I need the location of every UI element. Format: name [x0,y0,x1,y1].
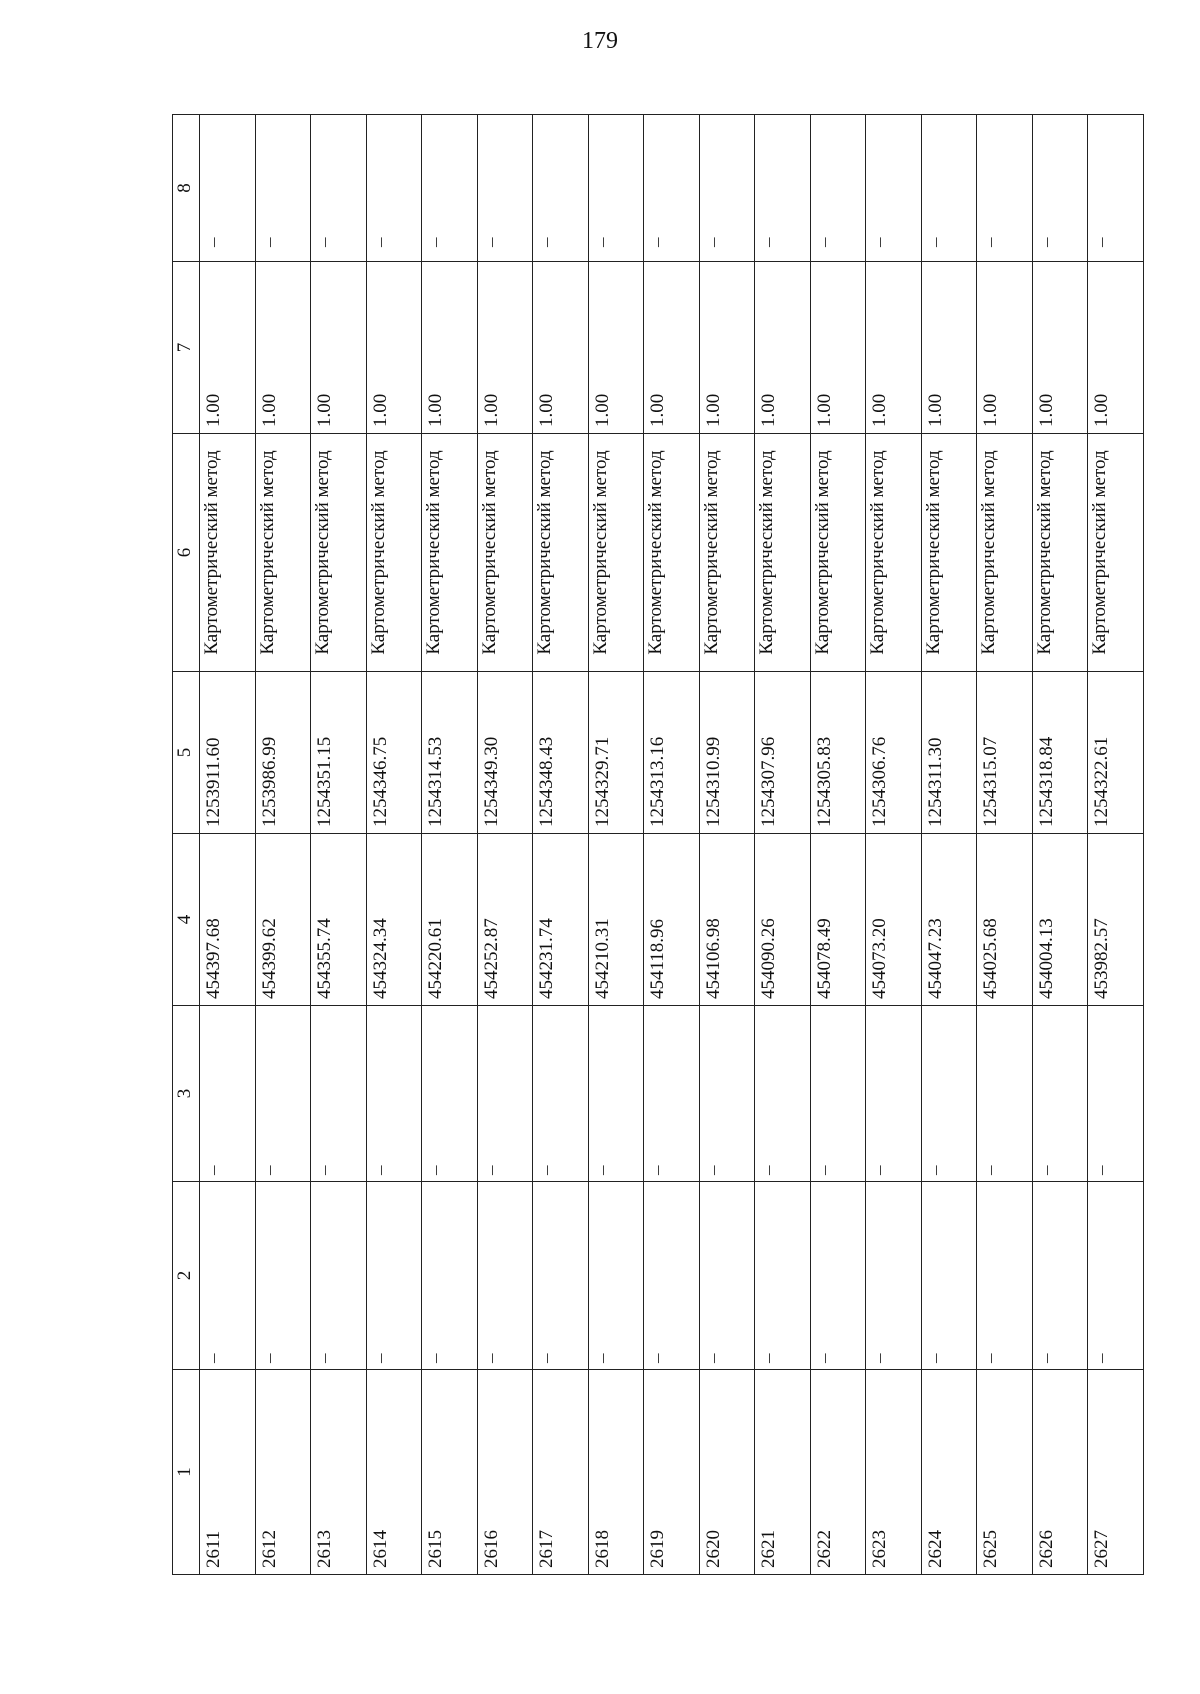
method-cell: Картометрический метод [311,434,367,672]
col-3-cell: – [477,1006,533,1182]
table-row [866,115,922,1575]
point-number-cell: 2626 [1032,1370,1088,1575]
accuracy-cell: 1.00 [921,262,977,434]
col-2-cell: – [866,1182,922,1370]
point-number-cell: 2618 [588,1370,644,1575]
point-number-cell: 2620 [699,1370,755,1575]
y-coordinate-cell: 1254311.30 [921,672,977,834]
coordinates-table-container [172,115,1144,1575]
method-cell: Картометрический метод [866,434,922,672]
col-8-cell: – [810,115,866,262]
method-cell: Картометрический метод [588,434,644,672]
x-coordinate-cell: 454252.87 [477,834,533,1006]
col-3-cell: – [977,1006,1033,1182]
table-row [810,115,866,1575]
col-3-cell: – [422,1006,478,1182]
header-col-7: 7 [173,262,200,434]
method-cell: Картометрический метод [1088,434,1144,672]
x-coordinate-cell: 454231.74 [533,834,589,1006]
table-row [588,115,644,1575]
x-coordinate-cell: 454399.62 [255,834,311,1006]
col-8-cell: – [533,115,589,262]
accuracy-cell: 1.00 [644,262,700,434]
col-3-cell: – [366,1006,422,1182]
method-cell: Картометрический метод [977,434,1033,672]
col-3-cell: – [311,1006,367,1182]
col-2-cell: – [755,1182,811,1370]
col-2-cell: – [699,1182,755,1370]
y-coordinate-cell: 1254306.76 [866,672,922,834]
point-number-cell: 2613 [311,1370,367,1575]
point-number-cell: 2616 [477,1370,533,1575]
col-3-cell: – [200,1006,256,1182]
header-col-6: 6 [173,434,200,672]
col-8-cell: – [477,115,533,262]
table-row [255,115,311,1575]
x-coordinate-cell: 454210.31 [588,834,644,1006]
x-coordinate-cell: 454220.61 [422,834,478,1006]
method-cell: Картометрический метод [1032,434,1088,672]
col-8-cell: – [977,115,1033,262]
x-coordinate-cell: 454025.68 [977,834,1033,1006]
method-cell: Картометрический метод [533,434,589,672]
x-coordinate-cell: 454397.68 [200,834,256,1006]
accuracy-cell: 1.00 [1088,262,1144,434]
point-number-cell: 2611 [200,1370,256,1575]
table-row [366,115,422,1575]
y-coordinate-cell: 1254348.43 [533,672,589,834]
point-number-cell: 2614 [366,1370,422,1575]
col-3-cell: – [533,1006,589,1182]
col-8-cell: – [921,115,977,262]
col-8-cell: – [1032,115,1088,262]
col-2-cell: – [977,1182,1033,1370]
table-row [533,115,589,1575]
coordinates-table [172,114,1144,1575]
header-col-8: 8 [173,115,200,262]
table-row [422,115,478,1575]
table-row [1088,115,1144,1575]
col-2-cell: – [311,1182,367,1370]
col-2-cell: – [255,1182,311,1370]
col-2-cell: – [810,1182,866,1370]
col-2-cell: – [1088,1182,1144,1370]
col-2-cell: – [921,1182,977,1370]
y-coordinate-cell: 1254346.75 [366,672,422,834]
method-cell: Картометрический метод [366,434,422,672]
y-coordinate-cell: 1254318.84 [1032,672,1088,834]
header-col-3: 3 [173,1006,200,1182]
col-2-cell: – [477,1182,533,1370]
col-3-cell: – [644,1006,700,1182]
col-8-cell: – [699,115,755,262]
col-8-cell: – [255,115,311,262]
accuracy-cell: 1.00 [200,262,256,434]
x-coordinate-cell: 454355.74 [311,834,367,1006]
table-header-row [173,115,200,1575]
method-cell: Картометрический метод [699,434,755,672]
col-8-cell: – [422,115,478,262]
accuracy-cell: 1.00 [1032,262,1088,434]
x-coordinate-cell: 454106.98 [699,834,755,1006]
col-8-cell: – [866,115,922,262]
accuracy-cell: 1.00 [533,262,589,434]
method-cell: Картометрический метод [921,434,977,672]
accuracy-cell: 1.00 [755,262,811,434]
col-2-cell: – [644,1182,700,1370]
table-row [699,115,755,1575]
accuracy-cell: 1.00 [699,262,755,434]
accuracy-cell: 1.00 [255,262,311,434]
col-8-cell: – [588,115,644,262]
table-row [311,115,367,1575]
point-number-cell: 2622 [810,1370,866,1575]
x-coordinate-cell: 454004.13 [1032,834,1088,1006]
table-row [644,115,700,1575]
point-number-cell: 2615 [422,1370,478,1575]
y-coordinate-cell: 1254349.30 [477,672,533,834]
col-3-cell: – [699,1006,755,1182]
y-coordinate-cell: 1253986.99 [255,672,311,834]
table-row [477,115,533,1575]
method-cell: Картометрический метод [200,434,256,672]
y-coordinate-cell: 1254310.99 [699,672,755,834]
x-coordinate-cell: 453982.57 [1088,834,1144,1006]
method-cell: Картометрический метод [644,434,700,672]
y-coordinate-cell: 1254313.16 [644,672,700,834]
table-row [200,115,256,1575]
col-3-cell: – [1088,1006,1144,1182]
accuracy-cell: 1.00 [810,262,866,434]
method-cell: Картометрический метод [255,434,311,672]
method-cell: Картометрический метод [477,434,533,672]
col-8-cell: – [755,115,811,262]
header-col-5: 5 [173,672,200,834]
point-number-cell: 2619 [644,1370,700,1575]
col-2-cell: – [200,1182,256,1370]
point-number-cell: 2617 [533,1370,589,1575]
col-8-cell: – [311,115,367,262]
header-col-4: 4 [173,834,200,1006]
method-cell: Картометрический метод [422,434,478,672]
table-body [200,115,1144,1575]
accuracy-cell: 1.00 [977,262,1033,434]
x-coordinate-cell: 454073.20 [866,834,922,1006]
y-coordinate-cell: 1254322.61 [1088,672,1144,834]
col-3-cell: – [255,1006,311,1182]
col-2-cell: – [1032,1182,1088,1370]
table-row [977,115,1033,1575]
x-coordinate-cell: 454118.96 [644,834,700,1006]
method-cell: Картометрический метод [810,434,866,672]
accuracy-cell: 1.00 [477,262,533,434]
y-coordinate-cell: 1254315.07 [977,672,1033,834]
col-3-cell: – [866,1006,922,1182]
x-coordinate-cell: 454324.34 [366,834,422,1006]
col-2-cell: – [366,1182,422,1370]
table-row [1032,115,1088,1575]
col-3-cell: – [588,1006,644,1182]
point-number-cell: 2625 [977,1370,1033,1575]
col-8-cell: – [366,115,422,262]
point-number-cell: 2624 [921,1370,977,1575]
col-8-cell: – [644,115,700,262]
y-coordinate-cell: 1254351.15 [311,672,367,834]
x-coordinate-cell: 454090.26 [755,834,811,1006]
col-3-cell: – [755,1006,811,1182]
y-coordinate-cell: 1254305.83 [810,672,866,834]
method-cell: Картометрический метод [755,434,811,672]
point-number-cell: 2627 [1088,1370,1144,1575]
header-col-2: 2 [173,1182,200,1370]
accuracy-cell: 1.00 [866,262,922,434]
y-coordinate-cell: 1254307.96 [755,672,811,834]
point-number-cell: 2621 [755,1370,811,1575]
col-3-cell: – [1032,1006,1088,1182]
col-3-cell: – [810,1006,866,1182]
table-row [755,115,811,1575]
y-coordinate-cell: 1254329.71 [588,672,644,834]
accuracy-cell: 1.00 [588,262,644,434]
y-coordinate-cell: 1253911.60 [200,672,256,834]
col-2-cell: – [422,1182,478,1370]
col-3-cell: – [921,1006,977,1182]
accuracy-cell: 1.00 [311,262,367,434]
y-coordinate-cell: 1254314.53 [422,672,478,834]
accuracy-cell: 1.00 [422,262,478,434]
table-row [921,115,977,1575]
col-8-cell: – [200,115,256,262]
header-col-1: 1 [173,1370,200,1575]
point-number-cell: 2612 [255,1370,311,1575]
col-2-cell: – [533,1182,589,1370]
point-number-cell: 2623 [866,1370,922,1575]
x-coordinate-cell: 454047.23 [921,834,977,1006]
accuracy-cell: 1.00 [366,262,422,434]
col-8-cell: – [1088,115,1144,262]
page-number: 179 [582,28,618,54]
x-coordinate-cell: 454078.49 [810,834,866,1006]
col-2-cell: – [588,1182,644,1370]
